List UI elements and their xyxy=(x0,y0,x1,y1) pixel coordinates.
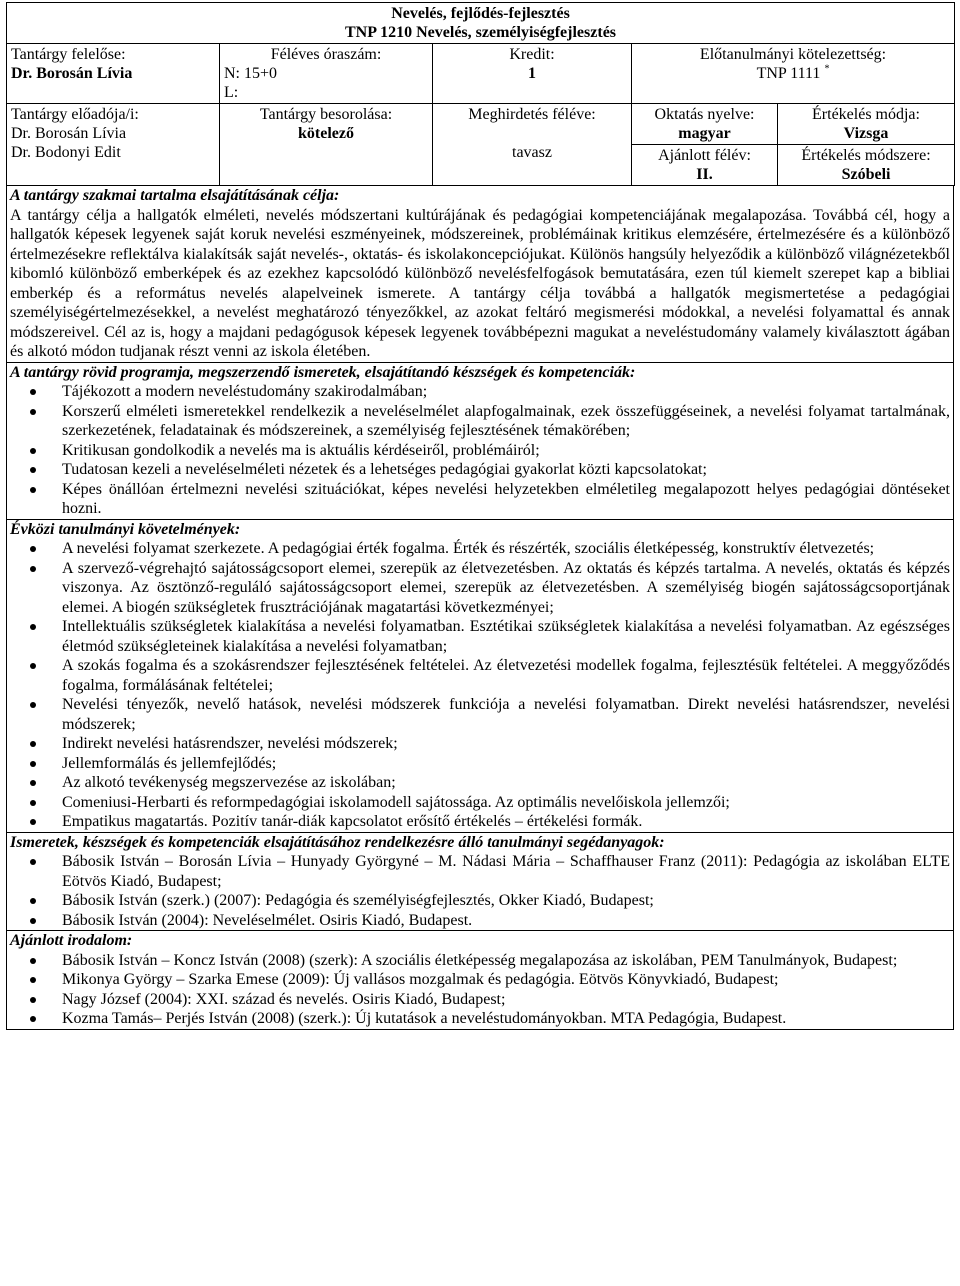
list-item xyxy=(10,891,950,911)
bullet-icon xyxy=(30,780,36,786)
eloado-cell xyxy=(7,104,220,186)
kredit-value: 1 xyxy=(528,65,536,82)
ertekeles-modszer-value: Szóbeli xyxy=(841,166,891,183)
bullet-icon xyxy=(30,997,36,1003)
list-item-text: A szokás fogalma és a szokásrendszer fejlesztésének feltételei. Az életvezetési modellek fogalma, fejlesztésük feltételei. A meggyőződés fogalma, formálásának feltételei; xyxy=(62,657,950,694)
elotanulmanyi-cell xyxy=(632,44,955,104)
list-item-text: Tudatosan kezeli a neveléselméleti nézetek és a lehetséges pedagógiai gyakorlat közti kapcsolatokat; xyxy=(62,461,707,478)
meghirdetes-value: tavasz xyxy=(512,144,552,161)
list-item xyxy=(10,460,950,480)
list-item-text: Mikonya György – Szarka Emese (2009): Új vallásos mozgalmak és pedagógia. Eötvös Könyvkiadó, Budapest; xyxy=(62,971,779,988)
felelos-label: Tantárgy felelőse: xyxy=(11,46,126,63)
course-code-title: TNP 1210 Nevelés, személyiségfejlesztés xyxy=(345,24,617,41)
course-sheet xyxy=(6,2,954,1030)
list-item-text: Bábosik István – Borosán Lívia – Hunyady Györgyné – M. Nádasi Mária – Schaffhauser Franz (2011): Pedagógia az iskolában ELTE Eötvös Kiadó, Budapest; xyxy=(62,853,950,890)
ertekeles-mod-label: Értékelés módja: xyxy=(812,106,920,123)
list-item xyxy=(10,559,950,618)
meghirdetes-label: Meghirdetés féléve: xyxy=(468,106,596,123)
besorolas-cell xyxy=(220,104,433,186)
bullet-icon xyxy=(30,819,36,825)
list-item-text: Indirekt nevelési hatásrendszer, nevelési módszerek; xyxy=(62,735,398,752)
list-item xyxy=(10,695,950,734)
list-item xyxy=(10,734,950,754)
nyelv-value: magyar xyxy=(678,125,731,142)
oraszam-l: L: xyxy=(224,84,239,101)
nyelv-cell xyxy=(632,104,778,145)
list-item-text: Kozma Tamás– Perjés István (2008) (szerk.): Új kutatások a neveléstudományokban. MTA Pedagógia, Budapest. xyxy=(62,1010,787,1027)
segedanyag-list xyxy=(10,852,950,930)
cel-section xyxy=(6,186,954,363)
ertekeles-mod-value: Vizsga xyxy=(843,125,889,142)
list-item-text: Bábosik István – Koncz István (2008) (szerk): A szociális életképesség megalapozása az iskolában, PEM Tanulmányok, Budapest; xyxy=(62,951,898,969)
list-item-text: Jellemformálás és jellemfejlődés; xyxy=(62,754,277,772)
course-header-table xyxy=(6,2,955,186)
bullet-icon xyxy=(30,702,36,708)
bullet-icon xyxy=(30,977,36,983)
ajanlott-cell xyxy=(632,145,778,186)
list-item-text: Kritikusan gondolkodik a nevelés ma is aktuális kérdéseiről, problémáiról; xyxy=(62,441,540,459)
felelos-name: Dr. Borosán Lívia xyxy=(11,65,133,82)
segedanyag-title: Ismeretek, készségek és kompetenciák elsajátításához rendelkezésre álló tanulmányi segédanyagok: xyxy=(10,833,665,851)
elotanulmanyi-value: TNP 1111 xyxy=(756,65,821,82)
oraszam-cell xyxy=(220,44,433,104)
bullet-icon xyxy=(30,389,36,395)
bullet-icon xyxy=(30,918,36,924)
list-item-text: Tájékozott a modern neveléstudomány szakirodalmában; xyxy=(62,383,428,400)
list-item-text: Nagy József (2004): XXI. század és nevelés. Osiris Kiadó, Budapest; xyxy=(62,990,506,1008)
irodalom-section xyxy=(6,931,954,1030)
list-item xyxy=(10,441,950,461)
bullet-icon xyxy=(30,741,36,747)
bullet-icon xyxy=(30,761,36,767)
bullet-icon xyxy=(30,546,36,552)
list-item-text: A szervező-végrehajtó sajátosságcsoport elemei, szerepük az életvezetésben. Az oktatás és képzés tartalma. A nevelés, oktatás és képzés viszonya. Az ösztönző-reguláló sajátosságcsoport elemei, szerepük az életvezetésben. A személyiség biogén sajátosságcsoportjának elemei. A biogén szükségletek frusztrációjának magatartási következményei; xyxy=(62,559,950,616)
list-item xyxy=(10,1009,950,1029)
list-item xyxy=(10,656,950,695)
bullet-icon xyxy=(30,448,36,454)
list-item xyxy=(10,617,950,656)
bullet-icon xyxy=(30,898,36,904)
besorolas-value: kötelező xyxy=(298,125,354,142)
evkozi-list xyxy=(10,539,950,832)
list-item-text: Bábosik István (2004): Neveléselmélet. Osiris Kiadó, Budapest. xyxy=(62,911,473,929)
list-item xyxy=(10,990,950,1010)
bullet-icon xyxy=(30,624,36,630)
program-title: A tantárgy rövid programja, megszerzendő ismeretek, elsajátítandó készségek és kompetenciák: xyxy=(10,363,636,381)
evkozi-title: Évközi tanulmányi követelmények: xyxy=(10,520,241,538)
nyelv-label: Oktatás nyelve: xyxy=(654,106,755,123)
list-item-text: Nevelési tényezők, nevelő hatások, nevelési módszerek funkciója a nevelési folyamatban. Direkt nevelési hatásrendszer, nevelési módszerek; xyxy=(62,696,950,733)
list-item-text: A nevelési folyamat szerkezete. A pedagógiai érték fogalma. Érték és részérték, szociális életképesség, konstruktív életvezetés; xyxy=(62,540,875,557)
list-item-text: Képes önállóan értelmezni nevelési szituációkat, képes nevelési helyzetekben elméletileg megalapozott helyes pedagógiai döntéseket hozni. xyxy=(62,480,950,517)
bullet-icon xyxy=(30,409,36,415)
felelos-cell xyxy=(7,44,220,104)
bullet-icon xyxy=(30,958,36,964)
kredit-label: Kredit: xyxy=(509,46,555,63)
bullet-icon xyxy=(30,663,36,669)
besorolas-label: Tantárgy besorolása: xyxy=(259,106,393,123)
ertekeles-modszer-label: Értékelés módszere: xyxy=(801,147,931,164)
list-item-text: Bábosik István (szerk.) (2007): Pedagógia és személyiségfejlesztés, Okker Kiadó, Budapest; xyxy=(62,892,654,909)
course-title: Nevelés, fejlődés-fejlesztés xyxy=(391,5,570,22)
program-section xyxy=(6,363,954,520)
list-item-text: Korszerű elméleti ismeretekkel rendelkezik a neveléselmélet alapfogalmainak, ezek összefüggéseinek, a nevelési folyamat tartalmának, szerkezetének, feladatainak és módszereinek, a személyiség fejlesztésének témakörében; xyxy=(62,402,950,439)
list-item xyxy=(10,773,950,793)
list-item xyxy=(10,951,950,971)
ertekeles-mod-cell xyxy=(778,104,955,145)
eloado-2: Dr. Bodonyi Edit xyxy=(11,144,121,161)
bullet-icon xyxy=(30,800,36,806)
meghirdetes-cell xyxy=(433,104,632,186)
ajanlott-label: Ajánlott félév: xyxy=(658,147,751,164)
bullet-icon xyxy=(30,487,36,493)
list-item xyxy=(10,382,950,402)
kredit-cell xyxy=(433,44,632,104)
program-list xyxy=(10,382,950,519)
list-item xyxy=(10,402,950,441)
ertekeles-modszer-cell xyxy=(778,145,955,186)
cel-title: A tantárgy szakmai tartalma elsajátításának célja: xyxy=(10,187,340,204)
irodalom-list xyxy=(10,951,950,1029)
evkozi-section xyxy=(6,520,954,833)
list-item-text: Empatikus magatartás. Pozitív tanár-diák kapcsolatot erősítő értékelés – értékelési formák. xyxy=(62,813,643,830)
list-item xyxy=(10,970,950,990)
eloado-label: Tantárgy előadója/i: xyxy=(11,106,139,123)
list-item xyxy=(10,812,950,832)
ajanlott-value: II. xyxy=(696,166,713,183)
cel-text: A tantárgy célja a hallgatók elméleti, nevelés módszertani kultúrájának és pedagógiai kompetenciájának megalapozása. Továbbá cél, hogy a hallgatók képesek legyenek saját koruk nevelési eszményeinek, módszereinek, problémáinak kritikus elemzésére, értelmezésére és a különböző értelmezésekre reflektálva kialakítsák saját nevelés-, oktatás- és iskolakoncepciójukat. Különös hangsúly helyeződik a különböző világnézetekből kibomló különböző emberképek és az ezekhez kapcsolódó különböző nevelésfelfogások bemutatására, ezen túl kiemelt szerepet kap a bibliai emberkép és a református nevelés alapelveinek ismerete. A tantárgy célja továbbá a hallgatók megismertetése a pedagógiai személyiségértelmezésekkel, a nevelést meghatározó tényezőkkel, az azokat feltáró megismerési módokkal, a nevelési folyamattal és annak módszereivel. Cél az is, hogy a majdani pedagógusok képesek legyenek továbbépezni magukat a neveléstudomány valamely kiválasztott ágában és alkotó módon tudjanak részt venni az iskola életében. xyxy=(10,206,950,360)
bullet-icon xyxy=(30,1016,36,1022)
elotanulmanyi-label: Előtanulmányi kötelezettség: xyxy=(699,46,887,63)
list-item-text: Az alkotó tevékenység megszervezése az iskolában; xyxy=(62,774,396,791)
oraszam-n: N: 15+0 xyxy=(224,65,278,82)
elotanulmanyi-mark: * xyxy=(824,63,830,75)
list-item xyxy=(10,911,950,931)
irodalom-title: Ajánlott irodalom: xyxy=(10,932,133,949)
oraszam-label: Féléves óraszám: xyxy=(270,46,382,63)
list-item xyxy=(10,754,950,774)
segedanyag-section xyxy=(6,833,954,932)
eloado-1: Dr. Borosán Lívia xyxy=(11,125,127,142)
list-item-text: Intellektuális szükségletek kialakítása a nevelési folyamatban. Esztétikai szükségletek kialakítása a nevelési folyamatban. Az egészséges életmód szükségleteinek kialakítása a nevelési folyamatban; xyxy=(62,618,950,655)
list-item xyxy=(10,480,950,519)
course-title-cell xyxy=(7,3,955,44)
bullet-icon xyxy=(30,566,36,572)
list-item xyxy=(10,539,950,559)
bullet-icon xyxy=(30,859,36,865)
list-item-text: Comeniusi-Herbarti és reformpedagógiai iskolamodell sajátossága. Az optimális nevelőiskola jellemzői; xyxy=(62,793,730,811)
bullet-icon xyxy=(30,467,36,473)
list-item xyxy=(10,793,950,813)
list-item xyxy=(10,852,950,891)
